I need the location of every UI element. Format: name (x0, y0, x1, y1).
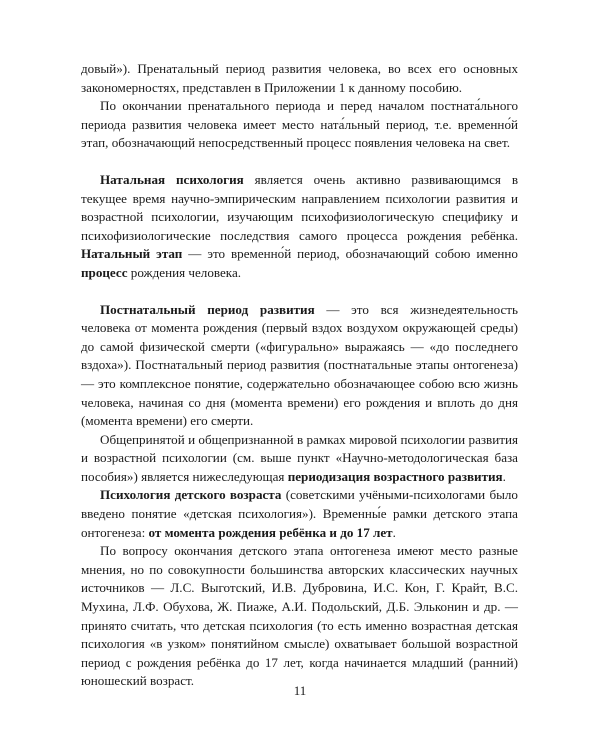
term-age-range: от момента рождения ребёнка и до 17 лет (148, 524, 393, 540)
text-run: — это вся жизнедеятельность человека от момента рождения (первый вздох воздухом окружающей среды) до самой физической смерти («фигурально» выражаясь — «до последнего вздоха»). Постнатальный период развития (постнатальные этапы онтогенеза) — это комплексное понятие, содержательно обозначающее собою всю жизнь человека, начиная со дня (момента времени) его рождения и вплоть до дня (момента времени) его смерти. (81, 301, 518, 429)
paragraph-childhood-end (81, 542, 518, 691)
text-run: (советскими учёными-психологами было введено понятие «детская психология»). Временны́е рамки детского этапа онтогенеза: (81, 487, 518, 540)
term-natal-psychology: Натальная психология (100, 171, 244, 187)
term-natal-stage: Натальный этап (81, 246, 183, 262)
page-body (81, 60, 518, 691)
paragraph-child-psychology (81, 486, 518, 542)
page-number: 11 (293, 683, 307, 698)
term-age-periodization: периодизация возрастного развития (287, 468, 503, 484)
paragraph-natal-psychology (81, 171, 518, 283)
text-run: является очень активно развивающимся в текущее время научно-эмпирическим направлением психологии развития и возрастной психологии, изучающим психофизиологическую специфику и психофизиологические последствия самого процесса рождения ребёнка. (81, 171, 519, 243)
term-child-psychology: Психология детского возраста (100, 487, 282, 503)
paragraph-natal-period (81, 97, 518, 153)
term-process: процесс (81, 264, 128, 280)
text-run: . (502, 468, 506, 484)
text-run: довый»). Пренатальный период развития человека, во всех его основных закономерностях, представлен в Приложении 1 к данному пособию. (81, 61, 518, 95)
text-run: По вопросу окончания детского этапа онтогенеза имеют место разные мнения, но по совокупности большинства авторских классических научных источников — Л.С. Выготский, И.В. Дубровина, И.С. Кон, Г. Крайт, В.С. Мухина, Л.Ф. Обухова, Ж. Пиаже, А.И. Подольский, Д.Б. Эльконин и др. — принято считать, что детская психология (то есть именно возрастная детская психология «в узком» понятийном смысле) охватывает большой возрастной период с рождения ребёнка до 17 лет, когда начинается младший (ранний) юношеский возраст. (81, 543, 518, 689)
text-run: — это временно́й период, обозначающий собою именно (182, 246, 518, 262)
term-postnatal-period: Постнатальный период развития (100, 301, 315, 317)
paragraph-postnatal-period (81, 301, 518, 431)
paragraph-prenatal-continuation (81, 60, 518, 97)
text-run: . (392, 524, 396, 540)
text-run: рождения человека. (127, 264, 242, 280)
text-run: Общепринятой и общепризнанной в рамках мировой психологии развития и возрастной психологии (см. выше пункт «Научно-методологическая база пособия») является нижеследующая (81, 431, 518, 484)
text-run: По окончании пренатального периода и перед началом постната́льного периода развития человека имеет место ната́льный период, т.е. временно́й этап, обозначающий непосредственный процесс появления человека на свет. (81, 98, 518, 151)
paragraph-periodization (81, 431, 518, 487)
